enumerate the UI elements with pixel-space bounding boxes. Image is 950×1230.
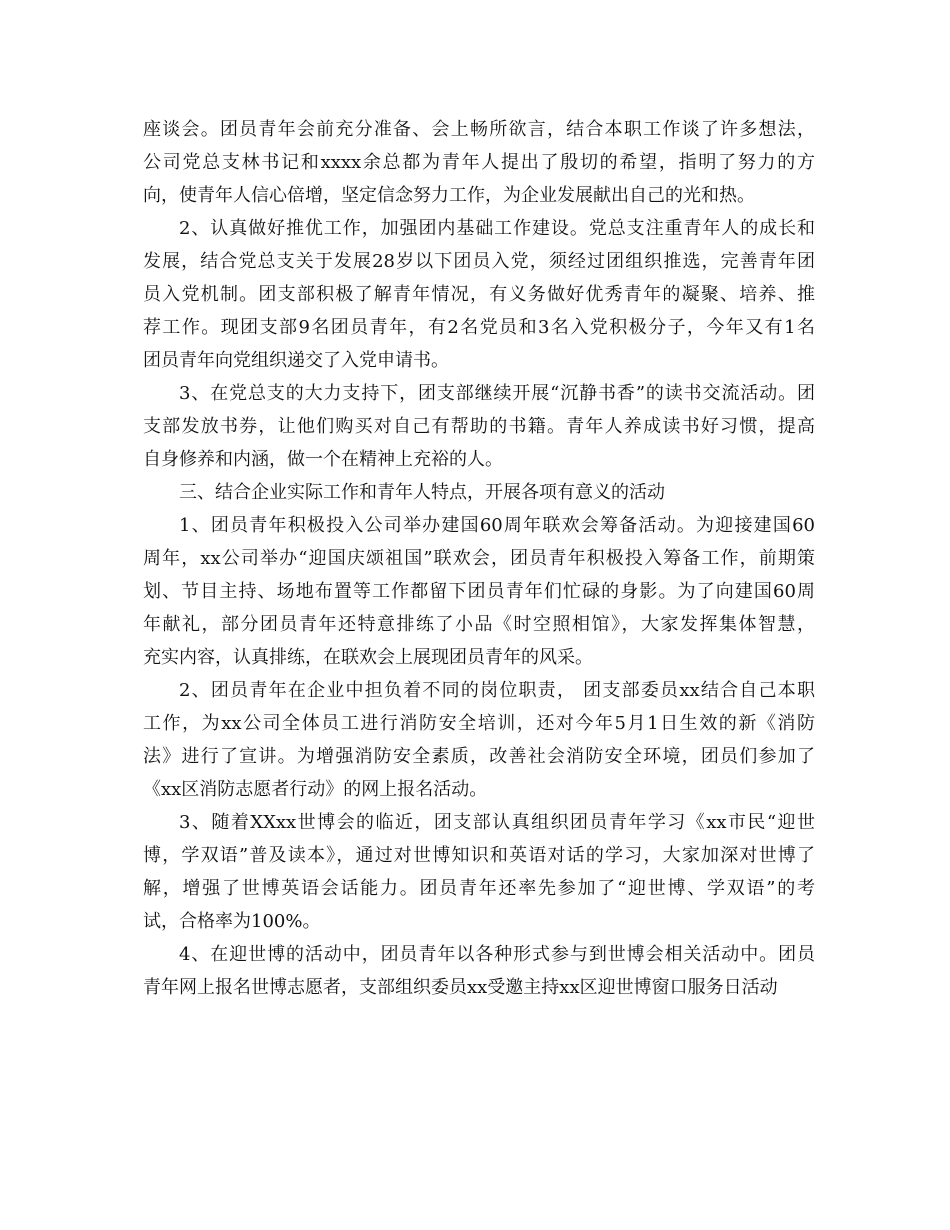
text-line: 试，合格率为100%。 — [143, 911, 321, 932]
text-line: 2、认真做好推优工作，加强团内基础工作建设。党总支注重青年人的成长和 — [179, 218, 815, 239]
text-line: 员入党机制。团支部积极了解青年情况，有义务做好优秀青年的凝聚、培养、推 — [143, 284, 815, 305]
text-line: 2、团员青年在企业中担负着不同的岗位职责， 团支部委员xx结合自己本职 — [179, 680, 815, 701]
paragraph — [143, 509, 815, 674]
text-line: 团员青年向党组织递交了入党申请书。 — [143, 350, 449, 371]
text-line: 工作，为xx公司全体员工进行消防安全培训，还对今年5月1日生效的新《消防 — [143, 713, 815, 734]
text-line: 博，学双语”普及读本》，通过对世博知识和英语对话的学习，大家加深对世博了 — [143, 845, 815, 866]
text-line: 划、节目主持、场地布置等工作都留下团员青年们忙碌的身影。为了向建国60周 — [143, 581, 815, 602]
text-line: 充实内容，认真排练，在联欢会上展现团员青年的风采。 — [143, 647, 593, 668]
text-line: 座谈会。团员青年会前充分准备、会上畅所欲言，结合本职工作谈了许多想法， — [143, 119, 815, 140]
paragraph — [143, 212, 815, 377]
paragraph — [143, 674, 815, 806]
text-line: 向，使青年人信心倍增，坚定信念努力工作，为企业发展献出自己的光和热。 — [143, 185, 755, 206]
text-line: 三、结合企业实际工作和青年人特点，开展各项有意义的活动 — [179, 482, 665, 503]
paragraph — [143, 806, 815, 938]
text-line: 1、团员青年积极投入公司举办建国60周年联欢会筹备活动。为迎接建国60 — [179, 515, 815, 536]
document-body — [143, 113, 815, 1004]
paragraph — [143, 938, 815, 1004]
text-line: 周年，xx公司举办“迎国庆颂祖国”联欢会，团员青年积极投入筹备工作，前期策 — [143, 548, 815, 569]
paragraph — [143, 377, 815, 476]
text-line: 4、在迎世博的活动中，团员青年以各种形式参与到世博会相关活动中。团员 — [179, 944, 815, 965]
text-line: 公司党总支林书记和xxxx余总都为青年人提出了殷切的希望，指明了努力的方 — [143, 152, 815, 173]
paragraph — [143, 113, 815, 212]
text-line: 青年网上报名世博志愿者，支部组织委员xx受邀主持xx区迎世博窗口服务日活动 — [143, 977, 778, 998]
text-line: 法》进行了宣讲。为增强消防安全素质，改善社会消防安全环境，团员们参加了 — [143, 746, 815, 767]
text-line: 3、在党总支的大力支持下，团支部继续开展“沉静书香”的读书交流活动。团 — [179, 383, 815, 404]
text-line: 年献礼，部分团员青年还特意排练了小品《时空照相馆》，大家发挥集体智慧， — [143, 614, 815, 635]
text-line: 《xx区消防志愿者行动》的网上报名活动。 — [143, 779, 488, 800]
text-line: 3、随着XXxx世博会的临近，团支部认真组织团员青年学习《xx市民“迎世 — [179, 812, 815, 833]
text-line: 解，增强了世博英语会话能力。团员青年还率先参加了“迎世博、学双语”的考 — [143, 878, 815, 899]
text-line: 支部发放书券，让他们购买对自己有帮助的书籍。青年人养成读书好习惯，提高 — [143, 416, 815, 437]
text-line: 发展，结合党总支关于发展28岁以下团员入党，须经过团组织推选，完善青年团 — [143, 251, 815, 272]
text-line: 自身修养和内涵，做一个在精神上充裕的人。 — [143, 449, 503, 470]
text-line: 荐工作。现团支部9名团员青年，有2名党员和3名入党积极分子，今年又有1名 — [143, 317, 815, 338]
paragraph — [143, 476, 815, 509]
